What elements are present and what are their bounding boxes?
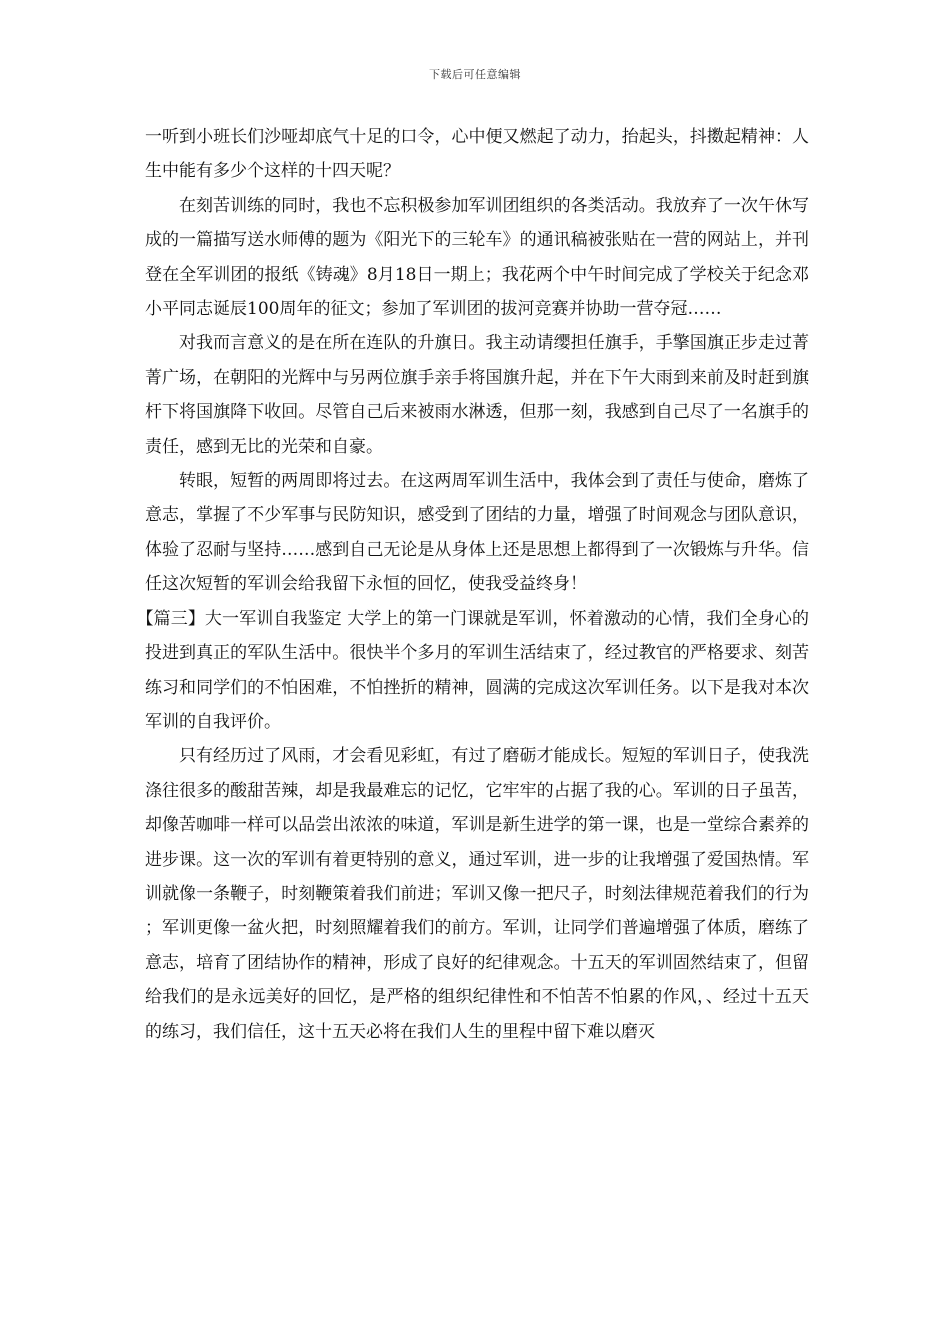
paragraph-6: 只有经历过了风雨，才会看见彩虹，有过了磨砺才能成长。短短的军训日子，使我洗涤往很多的酸甜苦辣，却是我最难忘的记忆，它牢牢的占据了我的心。军训的日子虽苦，却像苦咖啡一样可以品尝出浓浓的味道，军训是新生进学的第一课，也是一堂综合素养的进步课。这一次的军训有着更特别的意义，通过军训，进一步的让我增强了爱国热情。军训就像一条鞭子，时刻鞭策着我们前进；军训又像一把尺子，时刻法律规范着我们的行为；军训更像一盆火把，时刻照耀着我们的前方。军训，让同学们普遍增强了体质，磨练了意志，培育了团结协作的精神，形成了良好的纪律观念。十五天的军训固然结束了，但留给我们的是永远美好的回忆，是严格的组织纪律性和不怕苦不怕累的作风，、经过十五天的练习，我们信任，这十五天必将在我们人生的里程中留下难以磨灭 xyxy=(145,746,809,1042)
paragraph-4: 转眼，短暂的两周即将过去。在这两周军训生活中，我体会到了责任与使命，磨炼了意志，掌握了不少军事与民防知识，感受到了团结的力量，增强了时间观念与团队意识，体验了忍耐与坚持……感到自己无论是从身体上还是思想上都得到了一次锻炼与升华。信任这次短暂的军训会给我留下永恒的回忆，使我受益终身！ xyxy=(145,471,809,595)
paragraph-2: 在刻苦训练的同时，我也不忘积极参加军训团组织的各类活动。我放弃了一次午休写成的一篇描写送水师傅的题为《阳光下的三轮车》的通讯稿被张贴在一营的网站上，并刊登在全军训团的报纸《铸魂》8月18日一期上；我花两个中午时间完成了学校关于纪念邓小平同志诞辰100周年的征文；参加了军训团的拔河竞赛并协助一营夺冠…… xyxy=(145,195,809,320)
paragraph-1: 一听到小班长们沙哑却底气十足的口令，心中便又燃起了动力，抬起头，抖擞起精神：人生中能有多少个这样的十四天呢？ xyxy=(145,127,809,182)
paragraph-3: 对我而言意义的是在所在连队的升旗日。我主动请缨担任旗手，手擎国旗正步走过菁菁广场，在朝阳的光辉中与另两位旗手亲手将国旗升起，并在下午大雨到来前及时赶到旗杆下将国旗降下收回。尽管自己后来被雨水淋透，但那一刻，我感到自己尽了一名旗手的责任，感到无比的光荣和自豪。 xyxy=(145,333,809,457)
page-header: 下载后可任意编辑 xyxy=(429,68,521,81)
document-body xyxy=(136,120,809,1049)
paragraph-5: 【篇三】大一军训自我鉴定 大学上的第一门课就是军训，怀着激动的心情，我们全身心的投进到真正的军队生活中。很快半个多月的军训生活结束了，经过教官的严格要求、刻苦练习和同学们的不怕困难，不怕挫折的精神，圆满的完成这次军训任务。以下是我对本次军训的自我评价。 xyxy=(136,608,809,732)
